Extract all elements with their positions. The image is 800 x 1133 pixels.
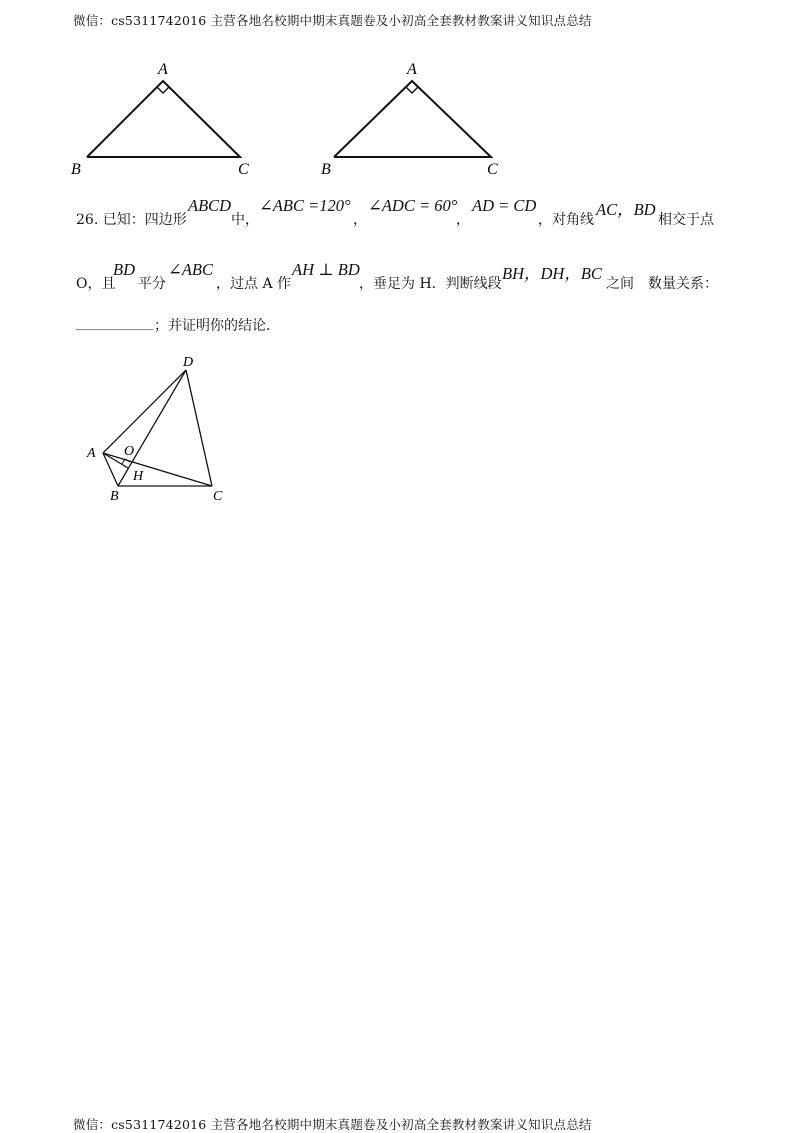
segment-bd: BD [113,260,135,279]
comma-1: ， [353,212,367,228]
text-zhong: 中， [231,212,259,228]
angle-abc-2: ∠ABC [168,260,213,279]
text-o-and: O，且 [76,276,116,292]
label-b: B [321,161,331,178]
text-bisect: 平分 [138,276,166,292]
segments-bh-dh-bc: BH，DH，BC [502,264,602,283]
label-a: A [87,446,96,461]
label-c: C [487,161,498,178]
text-diagonal: ，对角线 [538,212,594,228]
text-relationship: 之间 数量关系： [606,276,718,292]
quadrilateral-figure [82,350,232,510]
page-header: 微信：cs5311742016 主营各地名校期中期末真题卷及小初高全套教材教案讲义知识点总结 [73,13,592,28]
right-triangle-figure-right [315,58,515,183]
label-c: C [213,489,223,504]
ad-equals-cd: AD = CD [472,196,537,215]
label-o: O [124,444,135,459]
text-intersect: 相交于点 [658,212,714,228]
answer-blank: ___________ [76,315,153,331]
comma-2: ， [456,212,470,228]
label-c: C [238,161,249,178]
text-foot-h: ，垂足为 H．判断线段 [359,276,502,292]
angle-abc: ∠ABC =120° [259,196,351,215]
ah-perp-bd: AH ⊥ BD [292,260,360,279]
diagonals-ac-bd: AC，BD [596,200,656,219]
text-through-a: ，过点 A 作 [216,276,292,292]
page-footer: 微信：cs5311742016 主营各地名校期中期末真题卷及小初高全套教材教案讲义知识点总结 [73,1117,592,1132]
label-d: D [183,355,194,370]
quad-name: ABCD [188,196,232,215]
label-a: A [158,61,168,78]
label-b: B [71,161,81,178]
right-triangle-figure-left [66,58,266,183]
text-prove: ；并证明你的结论． [154,318,280,334]
label-b: B [110,489,119,504]
label-a: A [407,61,417,78]
label-h: H [133,469,144,484]
problem-number: 26. 已知：四边形 [76,212,187,228]
angle-adc: ∠ADC = 60° [368,196,458,215]
